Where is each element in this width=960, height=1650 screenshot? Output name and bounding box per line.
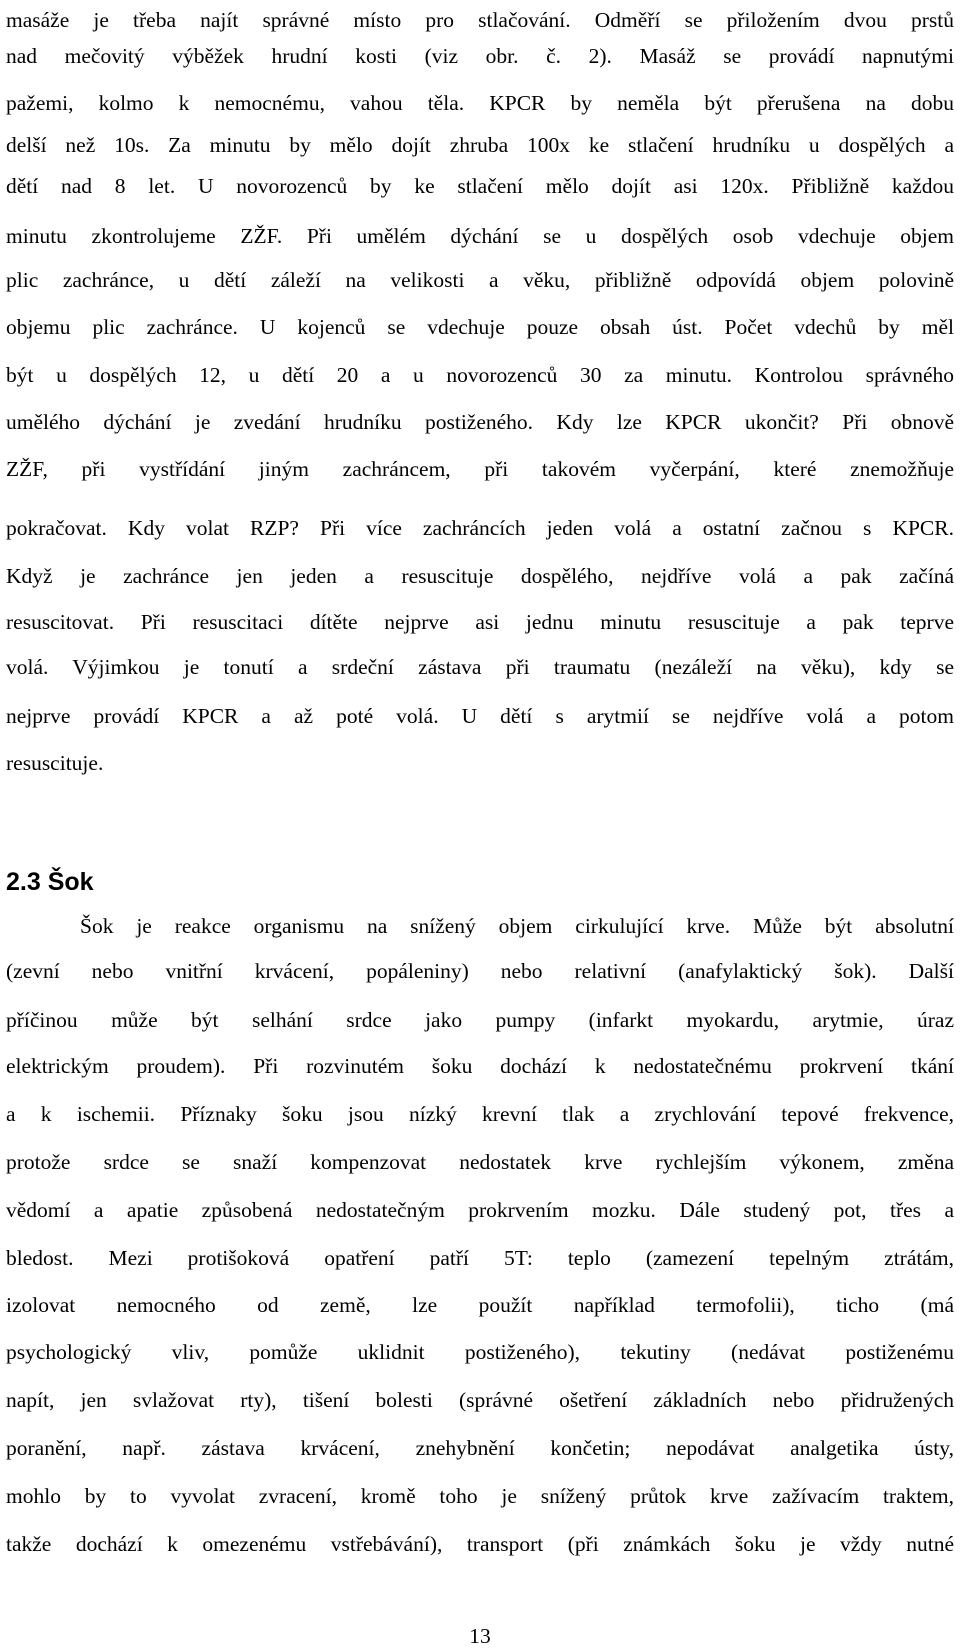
text-line: Když je zachránce jen jeden a resuscituje dospělého, nejdříve volá a pak začíná [6, 564, 954, 588]
text-line: pokračovat. Kdy volat RZP? Při více zachráncích jeden volá a ostatní začnou s KPCR. [6, 516, 954, 540]
text-line: objemu plic zachránce. U kojenců se vdechuje pouze obsah úst. Počet vdechů by měl [6, 315, 954, 339]
text-line: izolovat nemocného od země, lze použít například termofolii), ticho (má [6, 1293, 954, 1317]
text-line: Šok je reakce organismu na snížený objem cirkulující krve. Může být absolutní [80, 914, 954, 938]
text-line: elektrickým proudem). Při rozvinutém šoku dochází k nedostatečnému prokrvení tkání [6, 1054, 954, 1078]
text-line: minutu zkontrolujeme ZŽF. Při umělém dýchání se u dospělých osob vdechuje objem [6, 224, 954, 248]
section-heading: 2.3 Šok [6, 868, 94, 896]
text-line: resuscituje. [6, 751, 104, 775]
text-line: vědomí a apatie způsobená nedostatečným prokrvením mozku. Dále studený pot, třes a [6, 1198, 954, 1222]
text-line: masáže je třeba najít správné místo pro stlačování. Odměří se přiložením dvou prstů [6, 8, 954, 32]
text-line: pažemi, kolmo k nemocnému, vahou těla. KPCR by neměla být přerušena na dobu [6, 91, 954, 115]
text-line: volá. Výjimkou je tonutí a srdeční zástava při traumatu (nezáleží na věku), kdy se [6, 655, 954, 679]
text-line: nejprve provádí KPCR a až poté volá. U dětí s arytmií se nejdříve volá a potom [6, 704, 954, 728]
text-line: napít, jen svlažovat rty), tišení bolesti (správné ošetření základních nebo přidružených [6, 1388, 954, 1412]
text-line: delší než 10s. Za minutu by mělo dojít zhruba 100x ke stlačení hrudníku u dospělých a [6, 133, 954, 157]
text-line: poranění, např. zástava krvácení, znehybnění končetin; nepodávat analgetika ústy, [6, 1436, 954, 1460]
page-number: 13 [469, 1624, 491, 1648]
text-line: umělého dýchání je zvedání hrudníku postiženého. Kdy lze KPCR ukončit? Při obnově [6, 410, 954, 434]
text-line: být u dospělých 12, u dětí 20 a u novorozenců 30 za minutu. Kontrolou správného [6, 363, 954, 387]
text-line: psychologický vliv, pomůže uklidnit postiženého), tekutiny (nedávat postiženému [6, 1340, 954, 1364]
text-line: protože srdce se snaží kompenzovat nedostatek krve rychlejším výkonem, změna [6, 1150, 954, 1174]
text-line: mohlo by to vyvolat zvracení, kromě toho je snížený průtok krve zažívacím traktem, [6, 1484, 954, 1508]
text-line: plic zachránce, u dětí záleží na velikosti a věku, přibližně odpovídá objem polovině [6, 268, 954, 292]
text-line: ZŽF, při vystřídání jiným zachráncem, při takovém vyčerpání, které znemožňuje [6, 457, 954, 481]
text-line: (zevní nebo vnitřní krvácení, popáleniny) nebo relativní (anafylaktický šok). Další [6, 959, 954, 983]
text-line: takže dochází k omezenému vstřebávání), transport (při známkách šoku je vždy nutné [6, 1532, 954, 1556]
text-line: dětí nad 8 let. U novorozenců by ke stlačení mělo dojít asi 120x. Přibližně každou [6, 174, 954, 198]
text-line: resuscitovat. Při resuscitaci dítěte nejprve asi jednu minutu resuscituje a pak teprve [6, 610, 954, 634]
text-line: příčinou může být selhání srdce jako pumpy (infarkt myokardu, arytmie, úraz [6, 1008, 954, 1032]
text-line: nad mečovitý výběžek hrudní kosti (viz obr. č. 2). Masáž se provádí napnutými [6, 44, 954, 68]
text-line: a k ischemii. Příznaky šoku jsou nízký krevní tlak a zrychlování tepové frekvence, [6, 1102, 954, 1126]
text-line: bledost. Mezi protišoková opatření patří 5T: teplo (zamezení tepelným ztrátám, [6, 1246, 954, 1270]
document-page [6, 0, 954, 1649]
